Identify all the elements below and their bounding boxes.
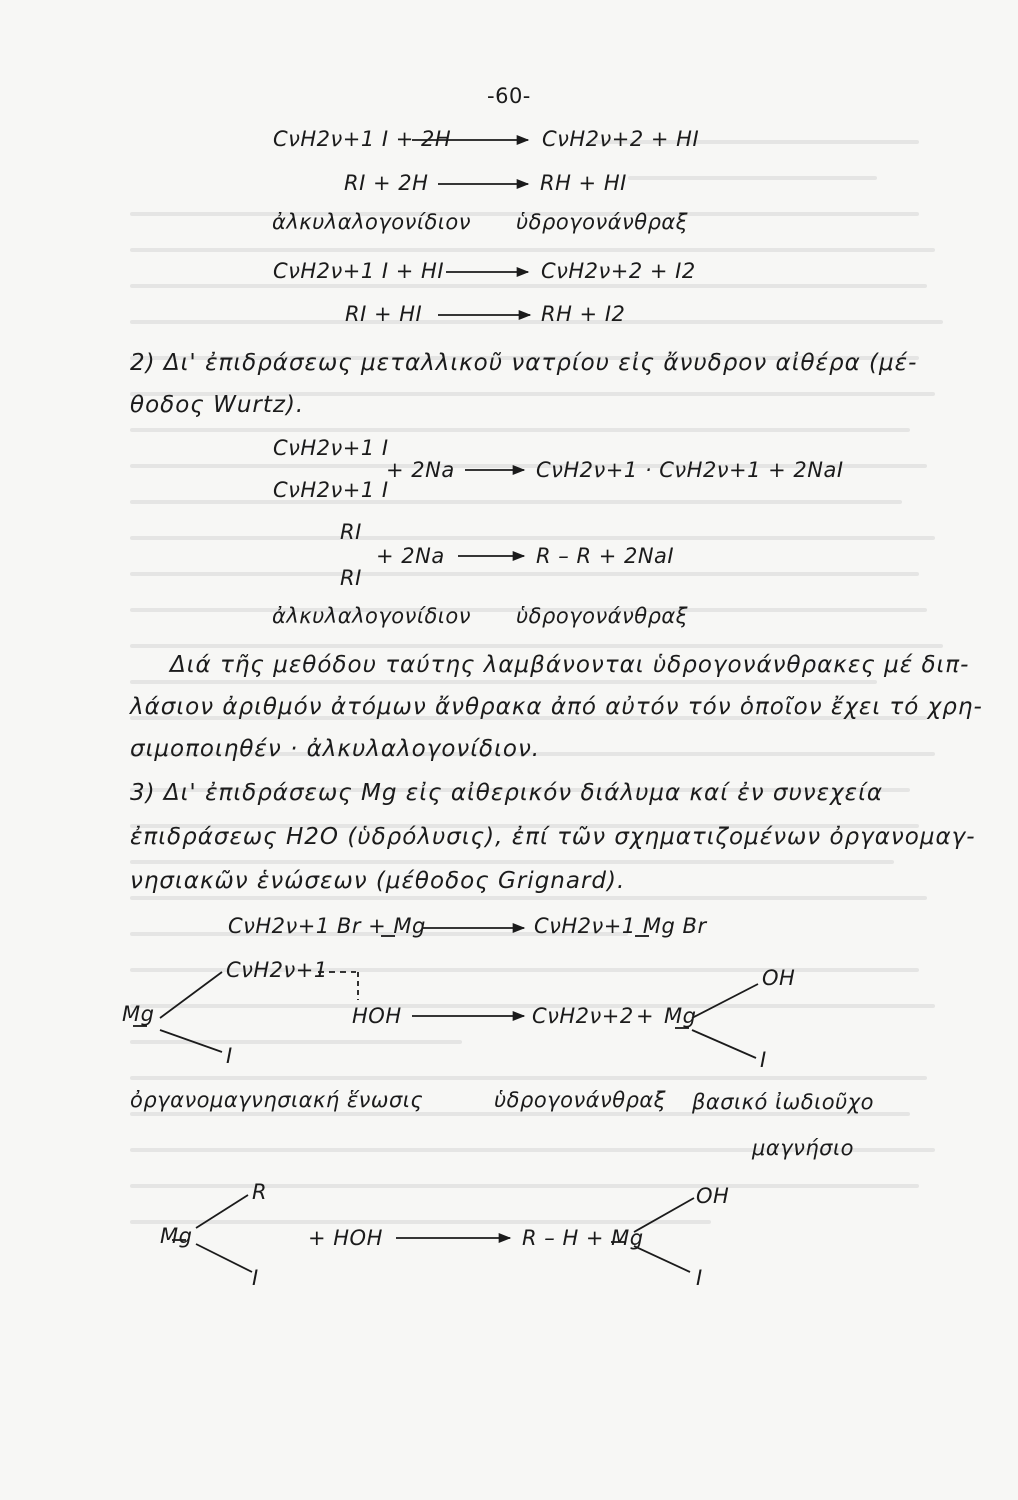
- final-oh: OH: [696, 1184, 730, 1208]
- final-mg: Mg: [160, 1224, 193, 1248]
- equation-4-left: RI + HI: [345, 302, 423, 326]
- label-hydrocarbon-2: ὑδρογονάνθραξ: [516, 604, 688, 628]
- final-iodine: I: [252, 1266, 259, 1290]
- hydrolysis-plus: +: [636, 1004, 655, 1028]
- section-2-heading-line-1: 2) Δι' ἐπιδράσεως μεταλλικοῦ νατρίου εἰς ἄνυδρον αἰθέρα (μέ-: [130, 350, 918, 376]
- wurtz-reagent: + 2Na: [386, 458, 455, 482]
- equation-2-right: RH + HI: [540, 171, 627, 195]
- wurtz-reactant-top: CνH2ν+1 I: [273, 436, 389, 460]
- wurtz-r-reagent: + 2Na: [376, 544, 445, 568]
- final-i-right: I: [696, 1266, 703, 1290]
- section-3-heading-line-3: νησιακῶν ἑνώσεων (μέθοδος Grignard).: [130, 868, 626, 894]
- grignard-iodine: I: [226, 1044, 233, 1068]
- hydrolysis-product-alkane: CνH2ν+2: [532, 1004, 634, 1028]
- water-hoh: HOH: [352, 1004, 402, 1028]
- section-2-paragraph-line-1: Διά τῆς μεθόδου ταύτης λαμβάνονται ὑδρογονάνθρακες μέ διπ-: [170, 652, 970, 678]
- equation-3-left: CνH2ν+1 I + HI: [273, 259, 445, 283]
- label-organomagnesium-compound: ὀργανομαγνησιακή ἕνωσις: [130, 1088, 424, 1112]
- grignard-alkyl-group: CνH2ν+1: [226, 958, 328, 982]
- grignard-equation-right: CνH2ν+1 Mg Br: [534, 914, 707, 938]
- wurtz-r-bottom: RI: [340, 566, 362, 590]
- final-products: R – H + Mg: [522, 1226, 644, 1250]
- label-basic-magnesium-iodide: βασικό ἰωδιοῦχο: [692, 1090, 874, 1114]
- basic-mg-salt-i: I: [760, 1048, 767, 1072]
- basic-mg-salt-oh: OH: [762, 966, 796, 990]
- section-3-heading-line-2: ἐπιδράσεως H2O (ὑδρόλυσις), ἐπί τῶν σχηματιζομένων ὀργανομαγ-: [130, 824, 976, 850]
- page-number: -60-: [487, 84, 531, 108]
- wurtz-reactant-bottom: CνH2ν+1 I: [273, 478, 389, 502]
- equation-3-right: CνH2ν+2 + I2: [541, 259, 696, 283]
- wurtz-r-product: R – R + 2NaI: [536, 544, 675, 568]
- label-hydrocarbon-3: ὑδρογονάνθραξ: [494, 1088, 666, 1112]
- section-2-paragraph-line-2: λάσιον ἀριθμόν ἀτόμων ἄνθρακα ἀπό αὐτόν τόν ὁποῖον ἔχει τό χρη-: [130, 694, 983, 720]
- section-2-paragraph-line-3: σιμοποιηθέν · ἀλκυλαλογονίδιον.: [130, 736, 541, 762]
- equation-1-left: CνH2ν+1 I + 2H: [273, 127, 452, 151]
- wurtz-r-top: RI: [340, 520, 362, 544]
- grignard-equation-left: CνH2ν+1 Br + Mg: [228, 914, 426, 938]
- equation-2-left: RI + 2H: [344, 171, 429, 195]
- final-water: + HOH: [308, 1226, 383, 1250]
- label-magnesium: μαγνήσιο: [752, 1136, 854, 1160]
- equation-1-right: CνH2ν+2 + HI: [542, 127, 700, 151]
- section-2-heading-line-2: θοδος Wurtz).: [130, 392, 305, 418]
- wurtz-product: CνH2ν+1 · CνH2ν+1 + 2NaI: [536, 458, 844, 482]
- label-alkyl-halide-2: ἀλκυλαλογονίδιον: [272, 604, 471, 628]
- section-3-heading-line-1: 3) Δι' ἐπιδράσεως Mg εἰς αἰθερικόν διάλυμα καί ἐν συνεχεία: [130, 780, 884, 806]
- basic-mg-salt-mg: Mg: [664, 1004, 697, 1028]
- grignard-mg: Mg: [122, 1002, 155, 1026]
- label-alkyl-halide: ἀλκυλαλογονίδιον: [272, 210, 471, 234]
- final-r-group: R: [252, 1180, 268, 1204]
- equation-4-right: RH + I2: [541, 302, 626, 326]
- label-hydrocarbon: ὑδρογονάνθραξ: [516, 210, 688, 234]
